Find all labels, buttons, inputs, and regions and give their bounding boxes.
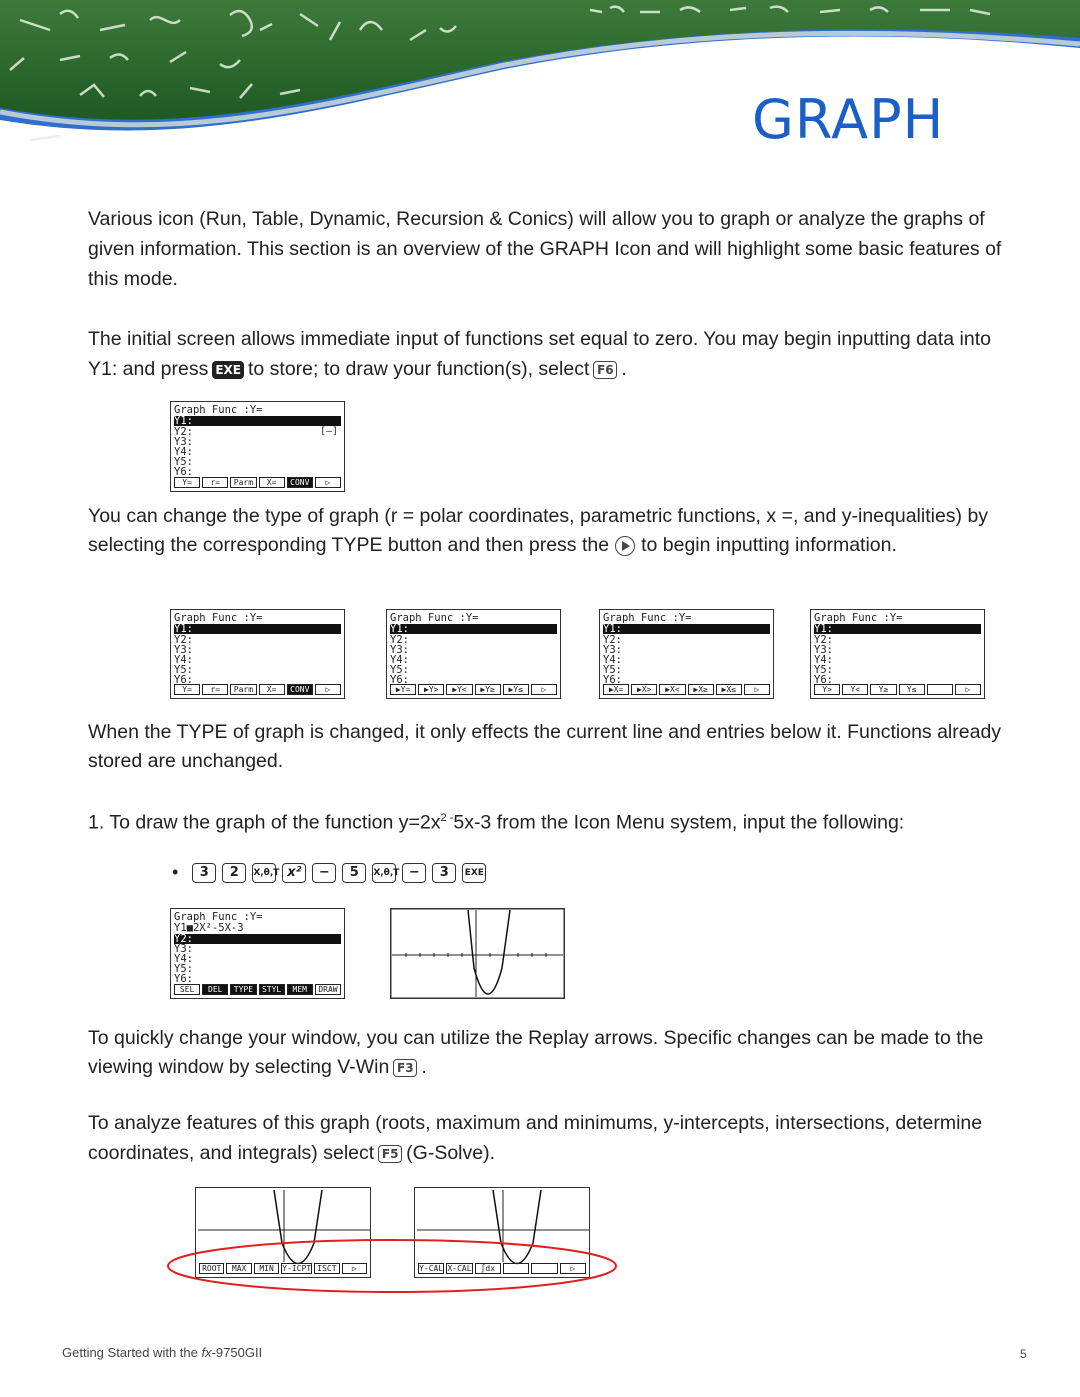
fkey-label: ROOT [199, 1263, 224, 1274]
footer-text: Getting Started with the [62, 1345, 202, 1360]
screen-header: Graph Func :Y= [814, 612, 903, 624]
screen-row-y3: Y3: [603, 644, 622, 656]
para7-text-a: To analyze features of this graph (roots, maximum and minimums, y-intercepts, intersections, determine coordinates, and integrals) select [88, 1112, 983, 1164]
screen-header: Graph Func :Y= [174, 404, 263, 416]
screen-row-y4: Y4: [603, 654, 622, 666]
para5-text-b: 5x-3 from the Icon Menu system, input the following: [453, 811, 905, 834]
key-minus: − [402, 863, 426, 883]
screen-header: Graph Func :Y= [603, 612, 692, 624]
para5-text-a: 1. To draw the graph of the function y=2x [88, 811, 441, 834]
fkey-label: X= [259, 477, 285, 488]
fkey-label: X-CAL [447, 1264, 472, 1273]
fkey-label: ▶Y≤ [503, 684, 529, 695]
bullet: • [172, 862, 179, 882]
screen-row-y6: Y6: [174, 466, 193, 478]
calculator-screen-type-ineq-x [599, 609, 774, 699]
fkey-label: ▶Y< [446, 684, 472, 695]
fkey-label: ▷ [315, 684, 341, 695]
calculator-screen-function-entered [170, 908, 345, 999]
footer [62, 1345, 262, 1360]
fkey-label: MEM [287, 984, 313, 995]
key-minus: − [312, 863, 336, 883]
fkey-label: MIN [254, 1263, 279, 1274]
window-paragraph [88, 1024, 1008, 1082]
screen-row-y4: Y4: [174, 953, 193, 965]
key-3: 3 [192, 863, 216, 883]
para6-text-a: To quickly change your window, you can utilize the Replay arrows. Specific changes can be made to the viewing window by selecting V-Win [88, 1027, 984, 1078]
fkey-label: ▶X= [603, 684, 629, 695]
key-2: 2 [222, 863, 246, 883]
page-title: GRAPH [752, 88, 945, 151]
type-change-paragraph: When the TYPE of graph is changed, it only effects the current line and entries below it. Functions already stored are unchanged. [88, 721, 1002, 772]
fkey-label: Y= [174, 684, 200, 695]
fkey-label: Y= [174, 477, 200, 488]
fkey-label: Y< [842, 684, 868, 695]
calculator-screen-type-main [170, 609, 345, 699]
key-x-theta-t: X,θ,T [252, 863, 276, 883]
screen-row-y5: Y5: [174, 456, 193, 468]
function-key-bar [174, 984, 341, 995]
exponent: 2 - [440, 812, 454, 824]
screen-header: Graph Func :Y= [390, 612, 479, 624]
fkey-label: ▶Y> [418, 684, 444, 695]
screen-row-y1: Y1: [390, 624, 557, 634]
function-key-bar [390, 684, 557, 695]
calculator-screen-type-ineq-y2 [810, 609, 985, 699]
key-3: 3 [432, 863, 456, 883]
graph-screen-parabola [390, 908, 565, 999]
screen-bracket: [—] [319, 426, 338, 437]
fkey-label: Y≤ [899, 684, 925, 695]
screen-row-y6: Y6: [390, 674, 409, 686]
f5-key-icon: F5 [378, 1145, 402, 1163]
screen-row-y3: Y3: [174, 436, 193, 448]
screen-row-y2: Y2: [174, 934, 341, 944]
screen-row-y6: Y6: [174, 973, 193, 985]
fkey-label: DEL [202, 984, 228, 995]
screen-row-y1: Y1: [814, 624, 981, 634]
screen-row-y2: Y2: [814, 634, 833, 646]
f3-key-icon: F3 [393, 1059, 417, 1077]
function-key-bar [174, 684, 341, 695]
exe-key-icon: EXE [212, 361, 244, 379]
draw-instructions-paragraph [88, 803, 1028, 838]
screen-row-y6: Y6: [174, 674, 193, 686]
screen-row-y3: Y3: [814, 644, 833, 656]
fkey-label: Parm [230, 477, 256, 488]
fkey-label: Parm [230, 684, 256, 695]
para3-text-b: to begin inputting information. [641, 534, 897, 556]
page-number: 5 [1020, 1347, 1027, 1361]
footer-model: fx [201, 1345, 212, 1360]
fkey-label: ▶Y= [390, 684, 416, 695]
fkey-label: ▶Y≥ [475, 684, 501, 695]
screen-row-y6: Y6: [603, 674, 622, 686]
key-5: 5 [342, 863, 366, 883]
fkey-label: CONV [287, 477, 313, 488]
para6-text-b: . [421, 1056, 427, 1078]
highlight-ellipse [165, 1236, 620, 1296]
para3-text-a: You can change the type of graph (r = polar coordinates, parametric functions, x =, and y-inequalities) by selecting the corresponding TYPE button and then press the [88, 505, 989, 556]
fkey-label: Y-CAL [419, 1264, 444, 1273]
right-arrow-key-icon [615, 536, 635, 556]
fkey-label: Y≥ [870, 684, 896, 695]
footer-model-suffix: -9750GII [211, 1345, 263, 1360]
key-exe: EXE [462, 863, 486, 883]
function-key-bar [814, 684, 981, 695]
fkey-label: ▷ [560, 1263, 586, 1274]
screen-row-y2: Y2: [390, 634, 409, 646]
fkey-label: ▶X≥ [688, 684, 714, 695]
screen-row-y1-filled: Y1■2X²-5X-3 [174, 922, 244, 934]
intro-paragraph: Various icon (Run, Table, Dynamic, Recursion & Conics) will allow you to graph or analyze the graphs of given information. This section is an overview of the GRAPH Icon and will highlight some basic features of this mode. [88, 208, 1002, 290]
graph-type-paragraph [88, 502, 1008, 560]
fkey-label [927, 684, 953, 695]
fkey-label: r= [202, 477, 228, 488]
screen-row-y1: Y1: [603, 624, 770, 634]
fkey-label: ▷ [342, 1263, 367, 1274]
fkey-label: DRAW [315, 984, 341, 995]
fkey-label: ∫dx [475, 1263, 501, 1274]
fkey-label: ▷ [531, 684, 557, 695]
fkey-label: ▷ [315, 477, 341, 488]
screen-row-y5: Y5: [603, 664, 622, 676]
screen-row-y3: Y3: [390, 644, 409, 656]
fkey-label: Y> [814, 684, 840, 695]
fkey-label: ▶X> [631, 684, 657, 695]
screen-row-y3: Y3: [174, 644, 193, 656]
key-x-squared: x² [282, 863, 306, 883]
key-sequence [172, 862, 486, 883]
fkey-label: ▶X≤ [716, 684, 742, 695]
fkey-label: ▷ [955, 684, 981, 695]
fkey-label: SEL [174, 984, 200, 995]
fkey-label: X= [259, 684, 285, 695]
screen-row-y5: Y5: [174, 963, 193, 975]
screen-row-y2: Y2: [174, 634, 193, 646]
screen-row-y4: Y4: [174, 446, 193, 458]
fkey-label: STYL [259, 984, 285, 995]
screen-row-y3: Y3: [174, 943, 193, 955]
calculator-screen-graph-func [170, 401, 345, 492]
calculator-screen-type-ineq-y [386, 609, 561, 699]
function-key-bar [174, 477, 341, 488]
fkey-label: ISCT [314, 1263, 339, 1274]
screen-header: Graph Func :Y= [174, 911, 263, 923]
screen-row-y1: Y1: [174, 416, 341, 426]
screen-row-y2: Y2: [174, 426, 193, 438]
fkey-label: MAX [226, 1263, 251, 1274]
f6-key-icon: F6 [593, 361, 617, 379]
fkey-label: r= [202, 684, 228, 695]
para2-text-c: . [621, 358, 627, 380]
function-key-bar [603, 684, 770, 695]
para2-text-a: The initial screen allows immediate input of functions set equal to zero. You may begin inputting data into Y1: and press [88, 328, 991, 380]
key-x-theta-t: X,θ,T [372, 863, 396, 883]
screen-row-y2: Y2: [603, 634, 622, 646]
fkey-label: CONV [287, 684, 313, 695]
screen-row-y5: Y5: [174, 664, 193, 676]
screen-row-y4: Y4: [174, 654, 193, 666]
gsolve-paragraph [88, 1108, 1008, 1168]
fkey-label: ▶X< [659, 684, 685, 695]
screen-row-y5: Y5: [814, 664, 833, 676]
screen-row-y1: Y1: [174, 624, 341, 634]
screen-row-y6: Y6: [814, 674, 833, 686]
screen-row-y4: Y4: [390, 654, 409, 666]
fkey-label: ▷ [744, 684, 770, 695]
screen-header: Graph Func :Y= [174, 612, 263, 624]
initial-screen-paragraph [88, 324, 1008, 384]
para2-text-b: to store; to draw your function(s), select [247, 358, 590, 380]
fkey-label: Y-ICPT [282, 1264, 312, 1273]
screen-row-y5: Y5: [390, 664, 409, 676]
fkey-label: TYPE [230, 984, 256, 995]
screen-row-y4: Y4: [814, 654, 833, 666]
para7-text-b: (G-Solve). [406, 1142, 496, 1164]
